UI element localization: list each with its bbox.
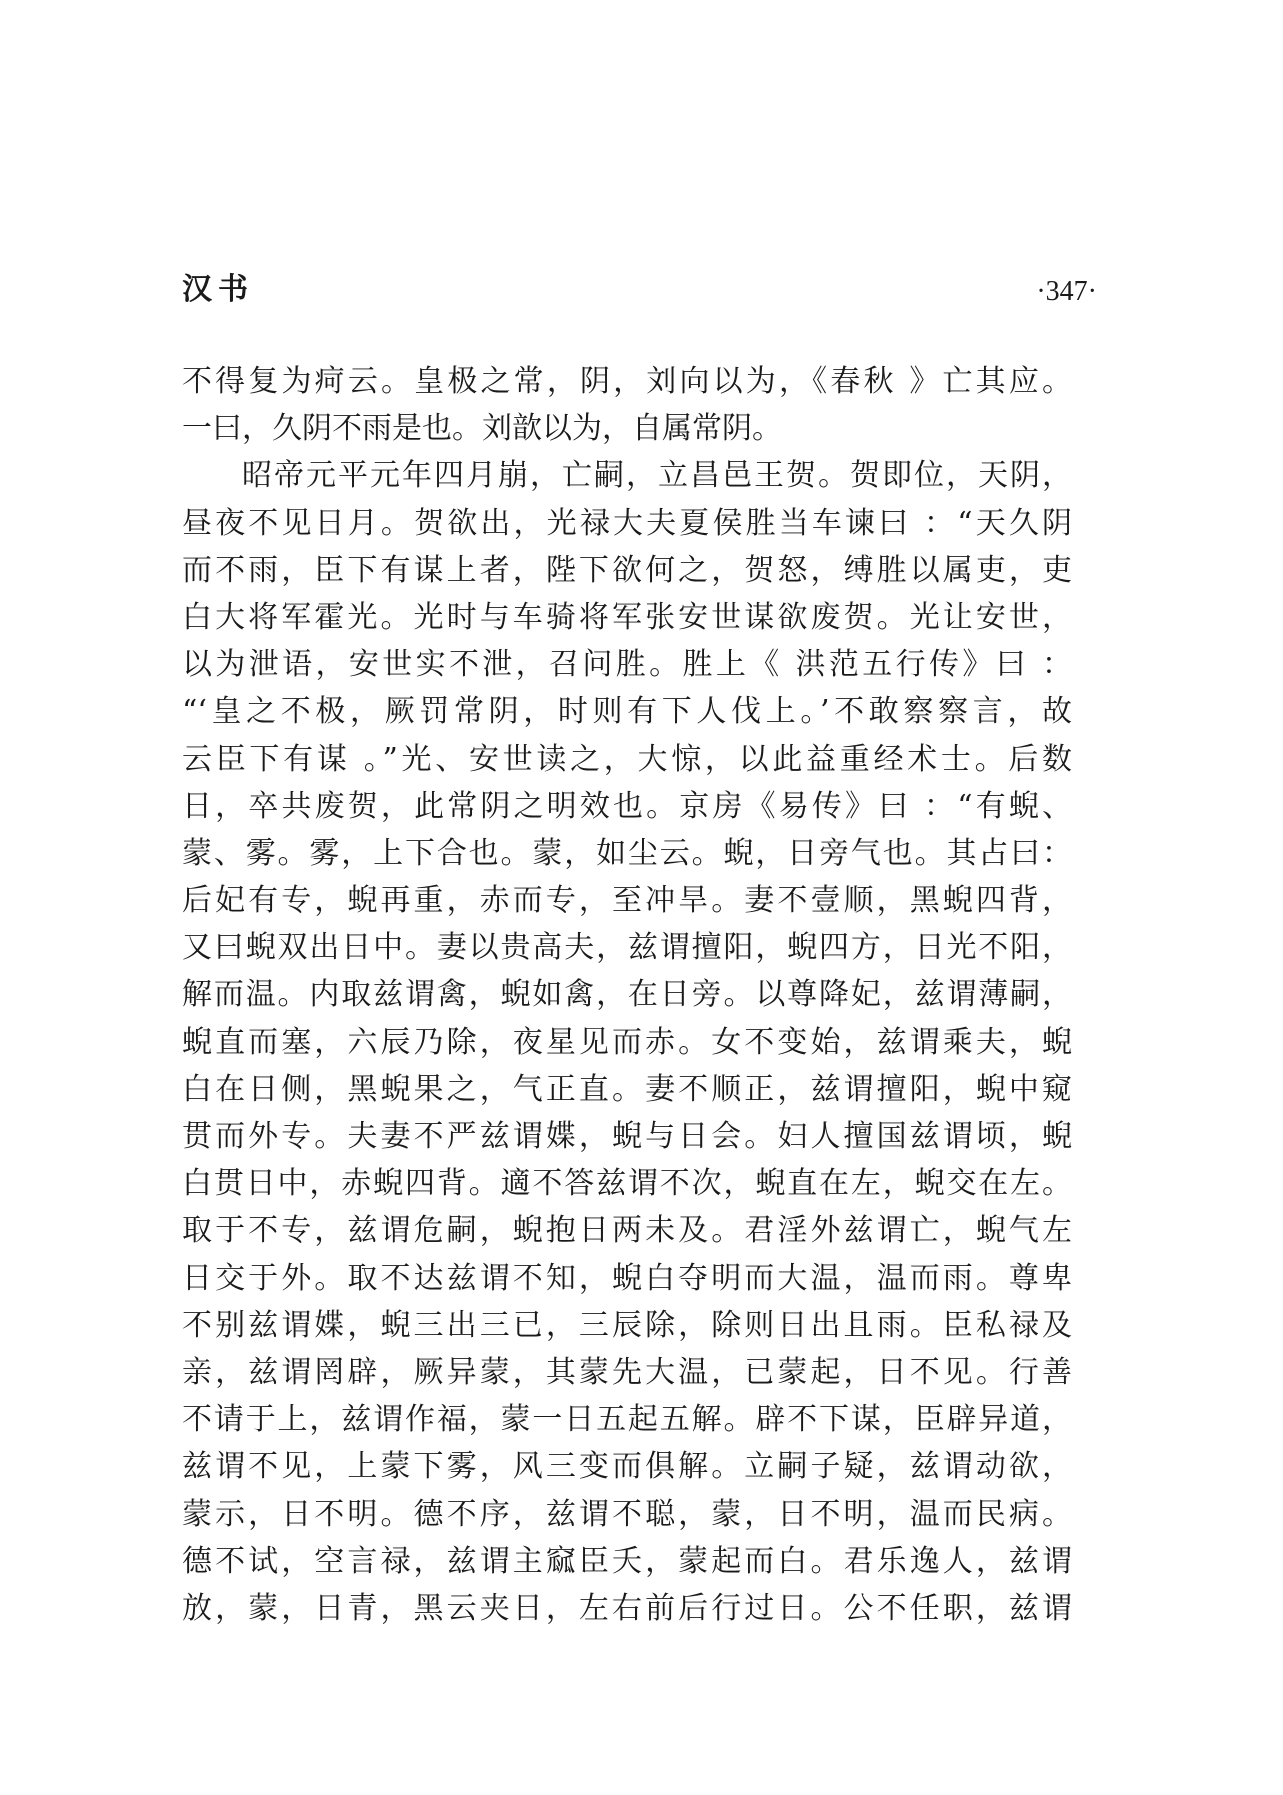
text-line: 德不试，空言禄，兹谓主窳臣夭，蒙起而白。君乐逸人，兹谓 xyxy=(182,1543,1072,1579)
text-body xyxy=(182,358,1072,1632)
text-line: 以为泄语，安世实不泄，召问胜。胜上《 洪范五行传》曰 ： xyxy=(182,647,1072,683)
text-line: 亲，兹谓罔辟，厥异蒙，其蒙先大温，已蒙起，日不见。行善 xyxy=(182,1354,1072,1390)
text-line: 取于不专，兹谓危嗣，蜺抱日两未及。君淫外兹谓亡，蜺气左 xyxy=(182,1213,1072,1249)
text-line: 云臣下有谋 。”光、安世读之，大惊，以此益重经术士。后数 xyxy=(182,741,1072,777)
text-line: 昼夜不见日月。贺欲出，光禄大夫夏侯胜当车谏曰 ：“天久阴 xyxy=(182,505,1072,541)
text-line: 兹谓不见，上蒙下雾，风三变而俱解。立嗣子疑，兹谓动欲， xyxy=(182,1449,1072,1485)
text-line: 日，卒共废贺，此常阴之明效也。京房《易传》曰 ：“有蜺、 xyxy=(182,788,1072,824)
page-number: ·347· xyxy=(1036,276,1097,307)
text-line: 后妃有专，蜺再重，赤而专，至冲旱。妻不壹顺，黑蜺四背， xyxy=(182,883,1072,919)
text-line: “‘皇之不极，厥罚常阴，时则有下人伐上。’不敢察察言，故 xyxy=(182,694,1072,730)
text-line: 不得复为疴云。皇极之常，阴，刘向以为，《春秋 》亡其应。 xyxy=(182,364,1072,399)
text-line: 不别兹谓媟，蜺三出三已，三辰除，除则日出且雨。臣私禄及 xyxy=(182,1307,1072,1343)
text-line: 不请于上，兹谓作福，蒙一日五起五解。辟不下谋，臣辟异道， xyxy=(182,1402,1072,1438)
text-line: 白在日侧，黑蜺果之，气正直。妻不顺正，兹谓擅阳，蜺中窥 xyxy=(182,1071,1072,1107)
running-title: 汉书 xyxy=(182,272,254,307)
text-line: 一曰，久阴不雨是也。刘歆以为，自属常阴。 xyxy=(182,411,782,447)
text-line: 放，蒙，日青，黑云夹日，左右前后行过日。公不任职，兹谓 xyxy=(182,1590,1072,1626)
text-line: 白贯日中，赤蜺四背。適不答兹谓不次，蜺直在左，蜺交在左。 xyxy=(182,1166,1072,1202)
text-line: 蒙示，日不明。德不序，兹谓不聪，蒙，日不明，温而民病。 xyxy=(182,1496,1072,1532)
text-line: 解而温。内取兹谓禽，蜺如禽，在日旁。以尊降妃，兹谓薄嗣， xyxy=(182,977,1072,1013)
text-line: 贯而外专。夫妻不严兹谓媟，蜺与日会。妇人擅国兹谓顷，蜺 xyxy=(182,1119,1072,1154)
text-line: 日交于外。取不达兹谓不知，蜺白夺明而大温，温而雨。尊卑 xyxy=(182,1260,1072,1296)
text-line: 蜺直而塞，六辰乃除，夜星见而赤。女不变始，兹谓乘夫，蜺 xyxy=(182,1024,1072,1060)
text-line: 昭帝元平元年四月崩，亡嗣，立昌邑王贺。贺即位，天阴， xyxy=(242,458,1072,494)
text-line: 蒙、雾。雾，上下合也。蒙，如尘云。蜺，日旁气也。其占曰： xyxy=(182,835,1072,871)
text-line: 又曰蜺双出日中。妻以贵高夫，兹谓擅阳，蜺四方，日光不阳， xyxy=(182,930,1072,966)
text-line: 而不雨，臣下有谋上者，陛下欲何之，贺怒，缚胜以属吏，吏 xyxy=(182,552,1072,588)
text-line: 白大将军霍光。光时与车骑将军张安世谋欲废贺。光让安世， xyxy=(182,599,1072,635)
